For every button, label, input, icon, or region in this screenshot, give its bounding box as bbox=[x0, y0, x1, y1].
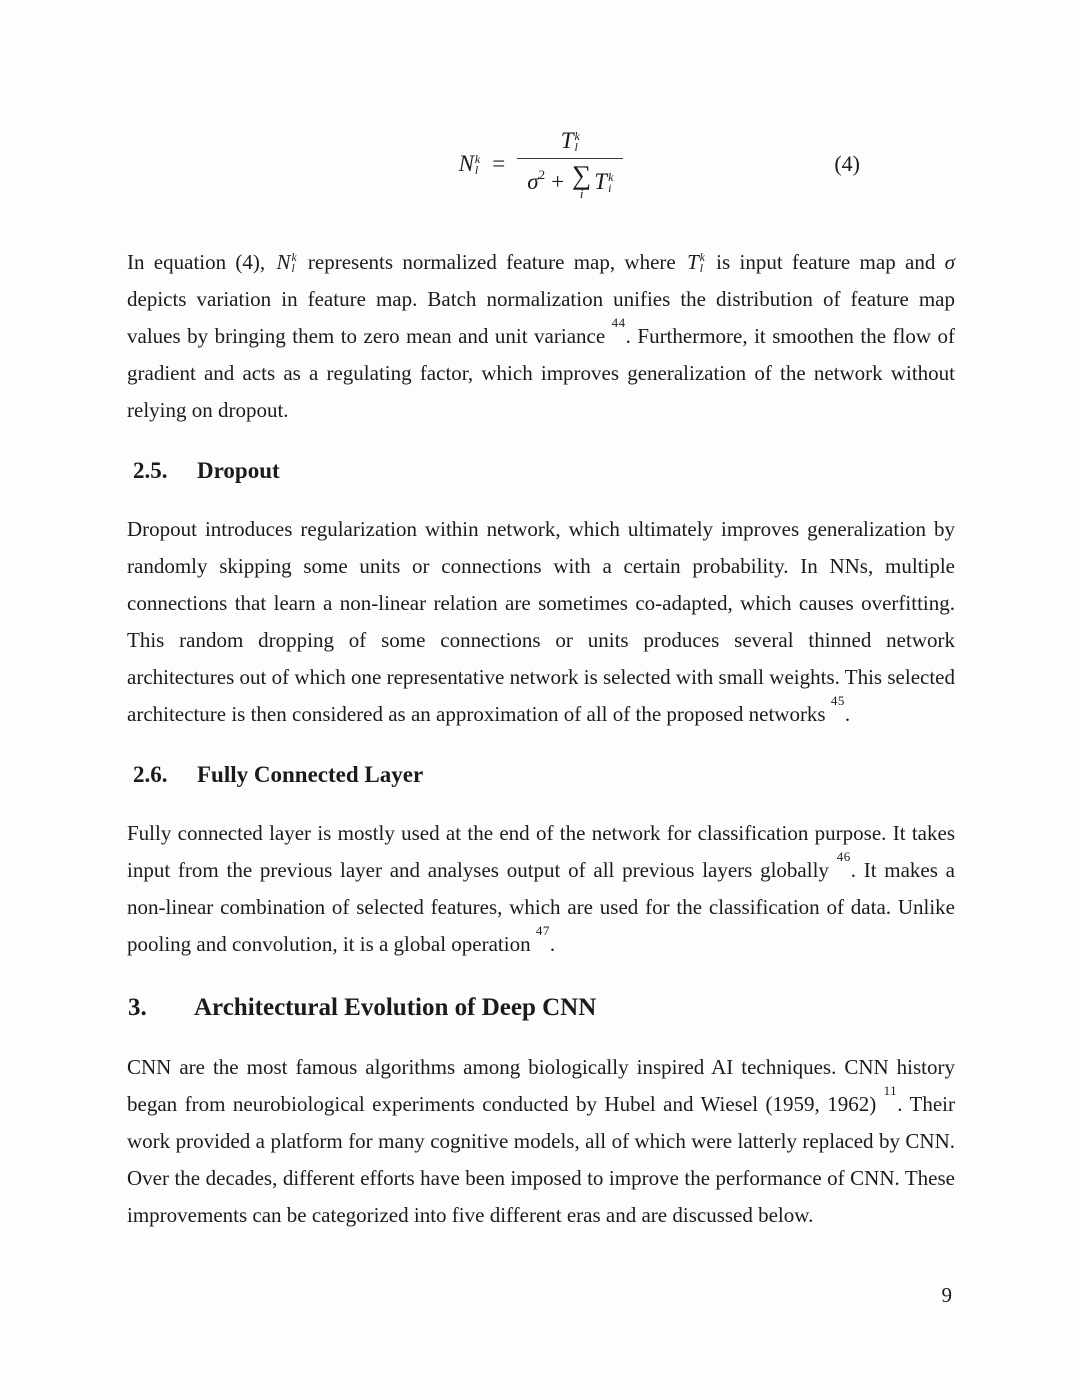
summation-symbol: ∑ i bbox=[572, 160, 592, 201]
equation-numerator-base: T bbox=[560, 128, 574, 153]
citation-superscript: 11 bbox=[883, 1083, 898, 1098]
paragraph-dropout: Dropout introduces regularization within network, which ultimately improves generalization by randomly skipping some units or connections with a certain probability. In NNs, multiple connections that learn a non-linear relation are sometimes co-adapted, which causes overfitting. This random dropping of some connections or units produces several thinned network architectures out of which one representative network is selected with small weights. This selected architecture is then considered as an approximation of all of the proposed networks $^{45}$. bbox=[127, 517, 955, 726]
section-heading-dropout bbox=[127, 458, 955, 484]
plus-operator: + bbox=[551, 168, 565, 194]
heading-number: 2.5. bbox=[133, 458, 168, 483]
equation-denominator: σ $^2$ + ∑ i T k i bbox=[517, 158, 623, 200]
section-heading-architectural-evolution bbox=[127, 994, 955, 1022]
inline-math-variable: N k l bbox=[276, 250, 297, 275]
citation-superscript: 44 bbox=[611, 315, 626, 330]
citation-superscript: 46 bbox=[836, 849, 851, 864]
citation-superscript: 47 bbox=[535, 923, 550, 938]
section-heading-fully-connected bbox=[127, 762, 955, 788]
citation-superscript: 45 bbox=[830, 693, 845, 708]
equation-denominator-term: T k i bbox=[594, 168, 614, 195]
heading-number: 2.6. bbox=[133, 762, 168, 787]
equation-lhs-base: N bbox=[458, 151, 474, 176]
sigma-symbol: σ bbox=[527, 168, 539, 194]
heading-number: 3. bbox=[128, 994, 147, 1021]
paragraph-fully-connected: Fully connected layer is mostly used at the end of the network for classification purpose. It takes input from the previous layer and analyses output of all previous layers globally $^{46}$. It makes a non-linear combination of selected features, which are used for the classification of data. Unlike pooling and convolution, it is a global operation $^{47}$. bbox=[127, 821, 956, 956]
equation-4 bbox=[459, 128, 624, 200]
summation-index: i bbox=[579, 186, 584, 201]
equation-fraction bbox=[517, 128, 623, 200]
equation-lhs-sub: l bbox=[474, 163, 479, 177]
inline-math-variable: T k l bbox=[687, 250, 705, 275]
math-symbol: σ bbox=[944, 250, 956, 274]
page-number: 9 bbox=[941, 1283, 952, 1307]
equation-block bbox=[127, 118, 955, 210]
heading-title: Architectural Evolution of Deep CNN bbox=[194, 994, 597, 1021]
equation-equals: = bbox=[492, 151, 506, 176]
heading-title: Dropout bbox=[197, 458, 280, 483]
equation-lhs-sup: k bbox=[474, 152, 481, 166]
paragraph-batch-normalization: In equation (4), N k l represents normalized feature map, where T k l is input feature map and σ depicts variation in feature map. Batch normalization unifies the distribution of feature map values by bringing them to zero mean and unit variance $^{44}$. Furthermore, it smoothen the flow of gradient and acts as a regulating factor, which improves generalization of the network without relying on dropout. bbox=[127, 244, 955, 429]
heading-title: Fully Connected Layer bbox=[197, 762, 424, 787]
equation-lhs bbox=[459, 151, 481, 177]
paragraph-cnn-history: CNN are the most famous algorithms among biologically inspired AI techniques. CNN history began from neurobiological experiments conducted by Hubel and Wiesel (1959, 1962) $^{11}$. Their work provided a platform for many cognitive models, all of which were latterly replaced by CNN. Over the decades, different efforts have been imposed to improve the performance of CNN. These improvements can be categorized into five different eras and are discussed below. bbox=[127, 1055, 955, 1227]
equation-number: (4) bbox=[834, 151, 860, 176]
equation-numerator: T k l bbox=[560, 128, 580, 154]
